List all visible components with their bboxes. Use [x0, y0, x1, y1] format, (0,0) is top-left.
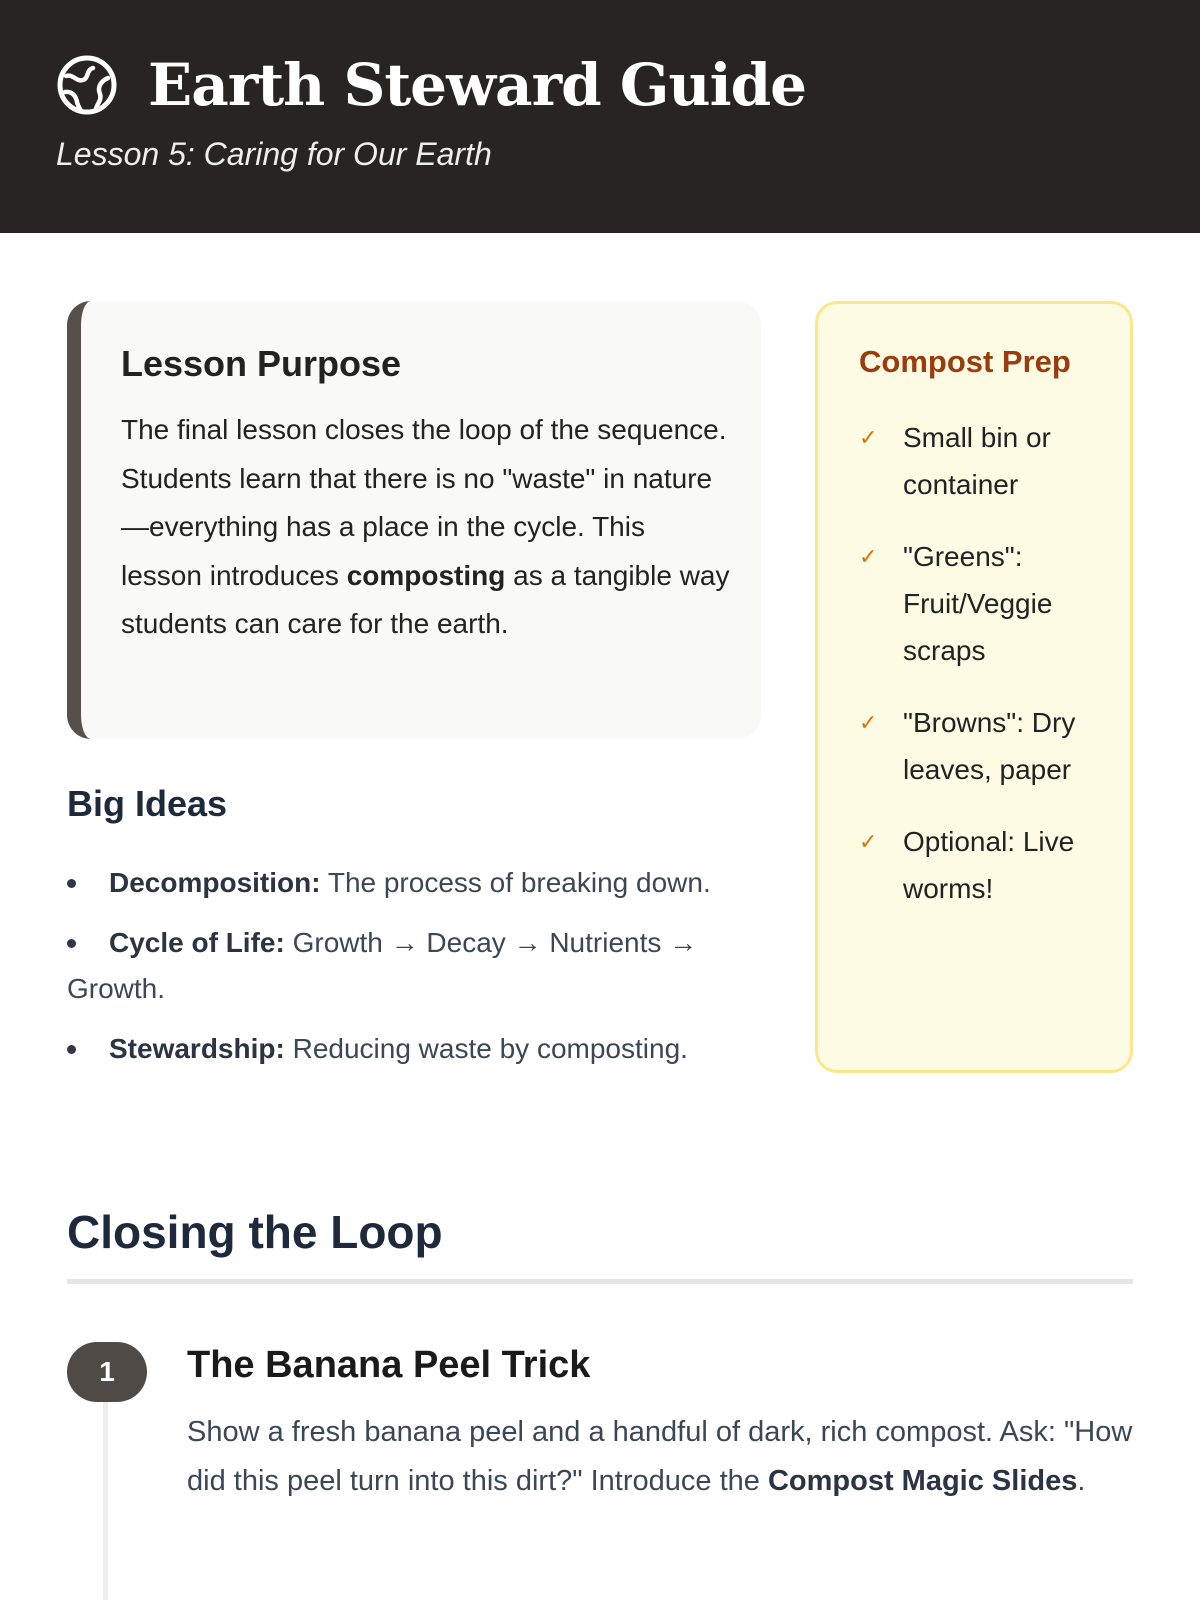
lesson-subtitle: Lesson 5: Caring for Our Earth — [56, 136, 492, 172]
page-header — [0, 0, 1200, 233]
bullet-icon — [67, 879, 76, 888]
prep-item-text: Small bin or container — [903, 422, 1051, 500]
prep-item-text: Optional: Live worms! — [903, 826, 1075, 904]
prep-item-text: "Greens": Fruit/Veggie scraps — [903, 541, 1053, 666]
page-title: Earth Steward Guide — [148, 51, 807, 119]
purpose-text-start: The final lesson closes the loop of the sequence. Students learn that there is no "waste" in nature—everything has a place in the cycle. This lesson introduces — [121, 414, 727, 591]
list-item — [859, 414, 1109, 508]
compost-prep-heading: Compost Prep — [859, 344, 1071, 379]
idea-text: Growth → Decay → Nutrients → Growth. — [67, 927, 698, 1004]
compost-prep-card — [815, 301, 1133, 1073]
step-title: The Banana Peel Trick — [187, 1344, 591, 1386]
title-row — [56, 50, 806, 120]
list-item — [67, 860, 767, 906]
step-connector-line — [103, 1395, 108, 1600]
prep-item-text: "Browns": Dry leaves, paper — [903, 707, 1076, 785]
purpose-text-end: as a tangible way students can care for the earth. — [121, 559, 730, 639]
step-text-end: . — [1077, 1464, 1086, 1497]
check-icon: ✓ — [859, 544, 878, 569]
step-text-start: Show a fresh banana peel and a handful of dark, rich compost. Ask: "How did this peel turn into this dirt?" Introduce the — [187, 1416, 1133, 1497]
idea-text: The process of breaking down. — [320, 867, 711, 898]
list-item — [67, 920, 767, 1012]
check-icon: ✓ — [859, 829, 878, 854]
section-divider — [67, 1279, 1133, 1284]
big-ideas-heading: Big Ideas — [67, 783, 228, 824]
bullet-icon — [67, 1045, 76, 1054]
lesson-purpose-card — [67, 301, 761, 739]
idea-text: Reducing waste by composting. — [284, 1033, 688, 1064]
globe-icon — [56, 54, 118, 116]
idea-term: Stewardship: — [109, 1033, 285, 1064]
closing-heading: Closing the Loop — [67, 1206, 443, 1258]
big-ideas-list — [67, 860, 767, 1086]
purpose-bold-term: composting — [346, 559, 506, 591]
lesson-purpose-heading: Lesson Purpose — [121, 343, 402, 384]
bullet-icon — [67, 939, 76, 948]
idea-term: Cycle of Life: — [109, 927, 285, 958]
step-number-badge: 1 — [67, 1342, 147, 1402]
list-item — [859, 818, 1109, 912]
check-icon: ✓ — [859, 425, 878, 450]
list-item — [859, 533, 1109, 674]
idea-term: Decomposition: — [109, 867, 321, 898]
check-icon: ✓ — [859, 710, 878, 735]
list-item — [859, 699, 1109, 793]
step-bold-term: Compost Magic Slides — [767, 1464, 1078, 1497]
list-item — [67, 1026, 767, 1072]
step-text — [187, 1408, 1147, 1505]
lesson-purpose-text — [121, 406, 731, 649]
compost-prep-list — [859, 414, 1109, 937]
